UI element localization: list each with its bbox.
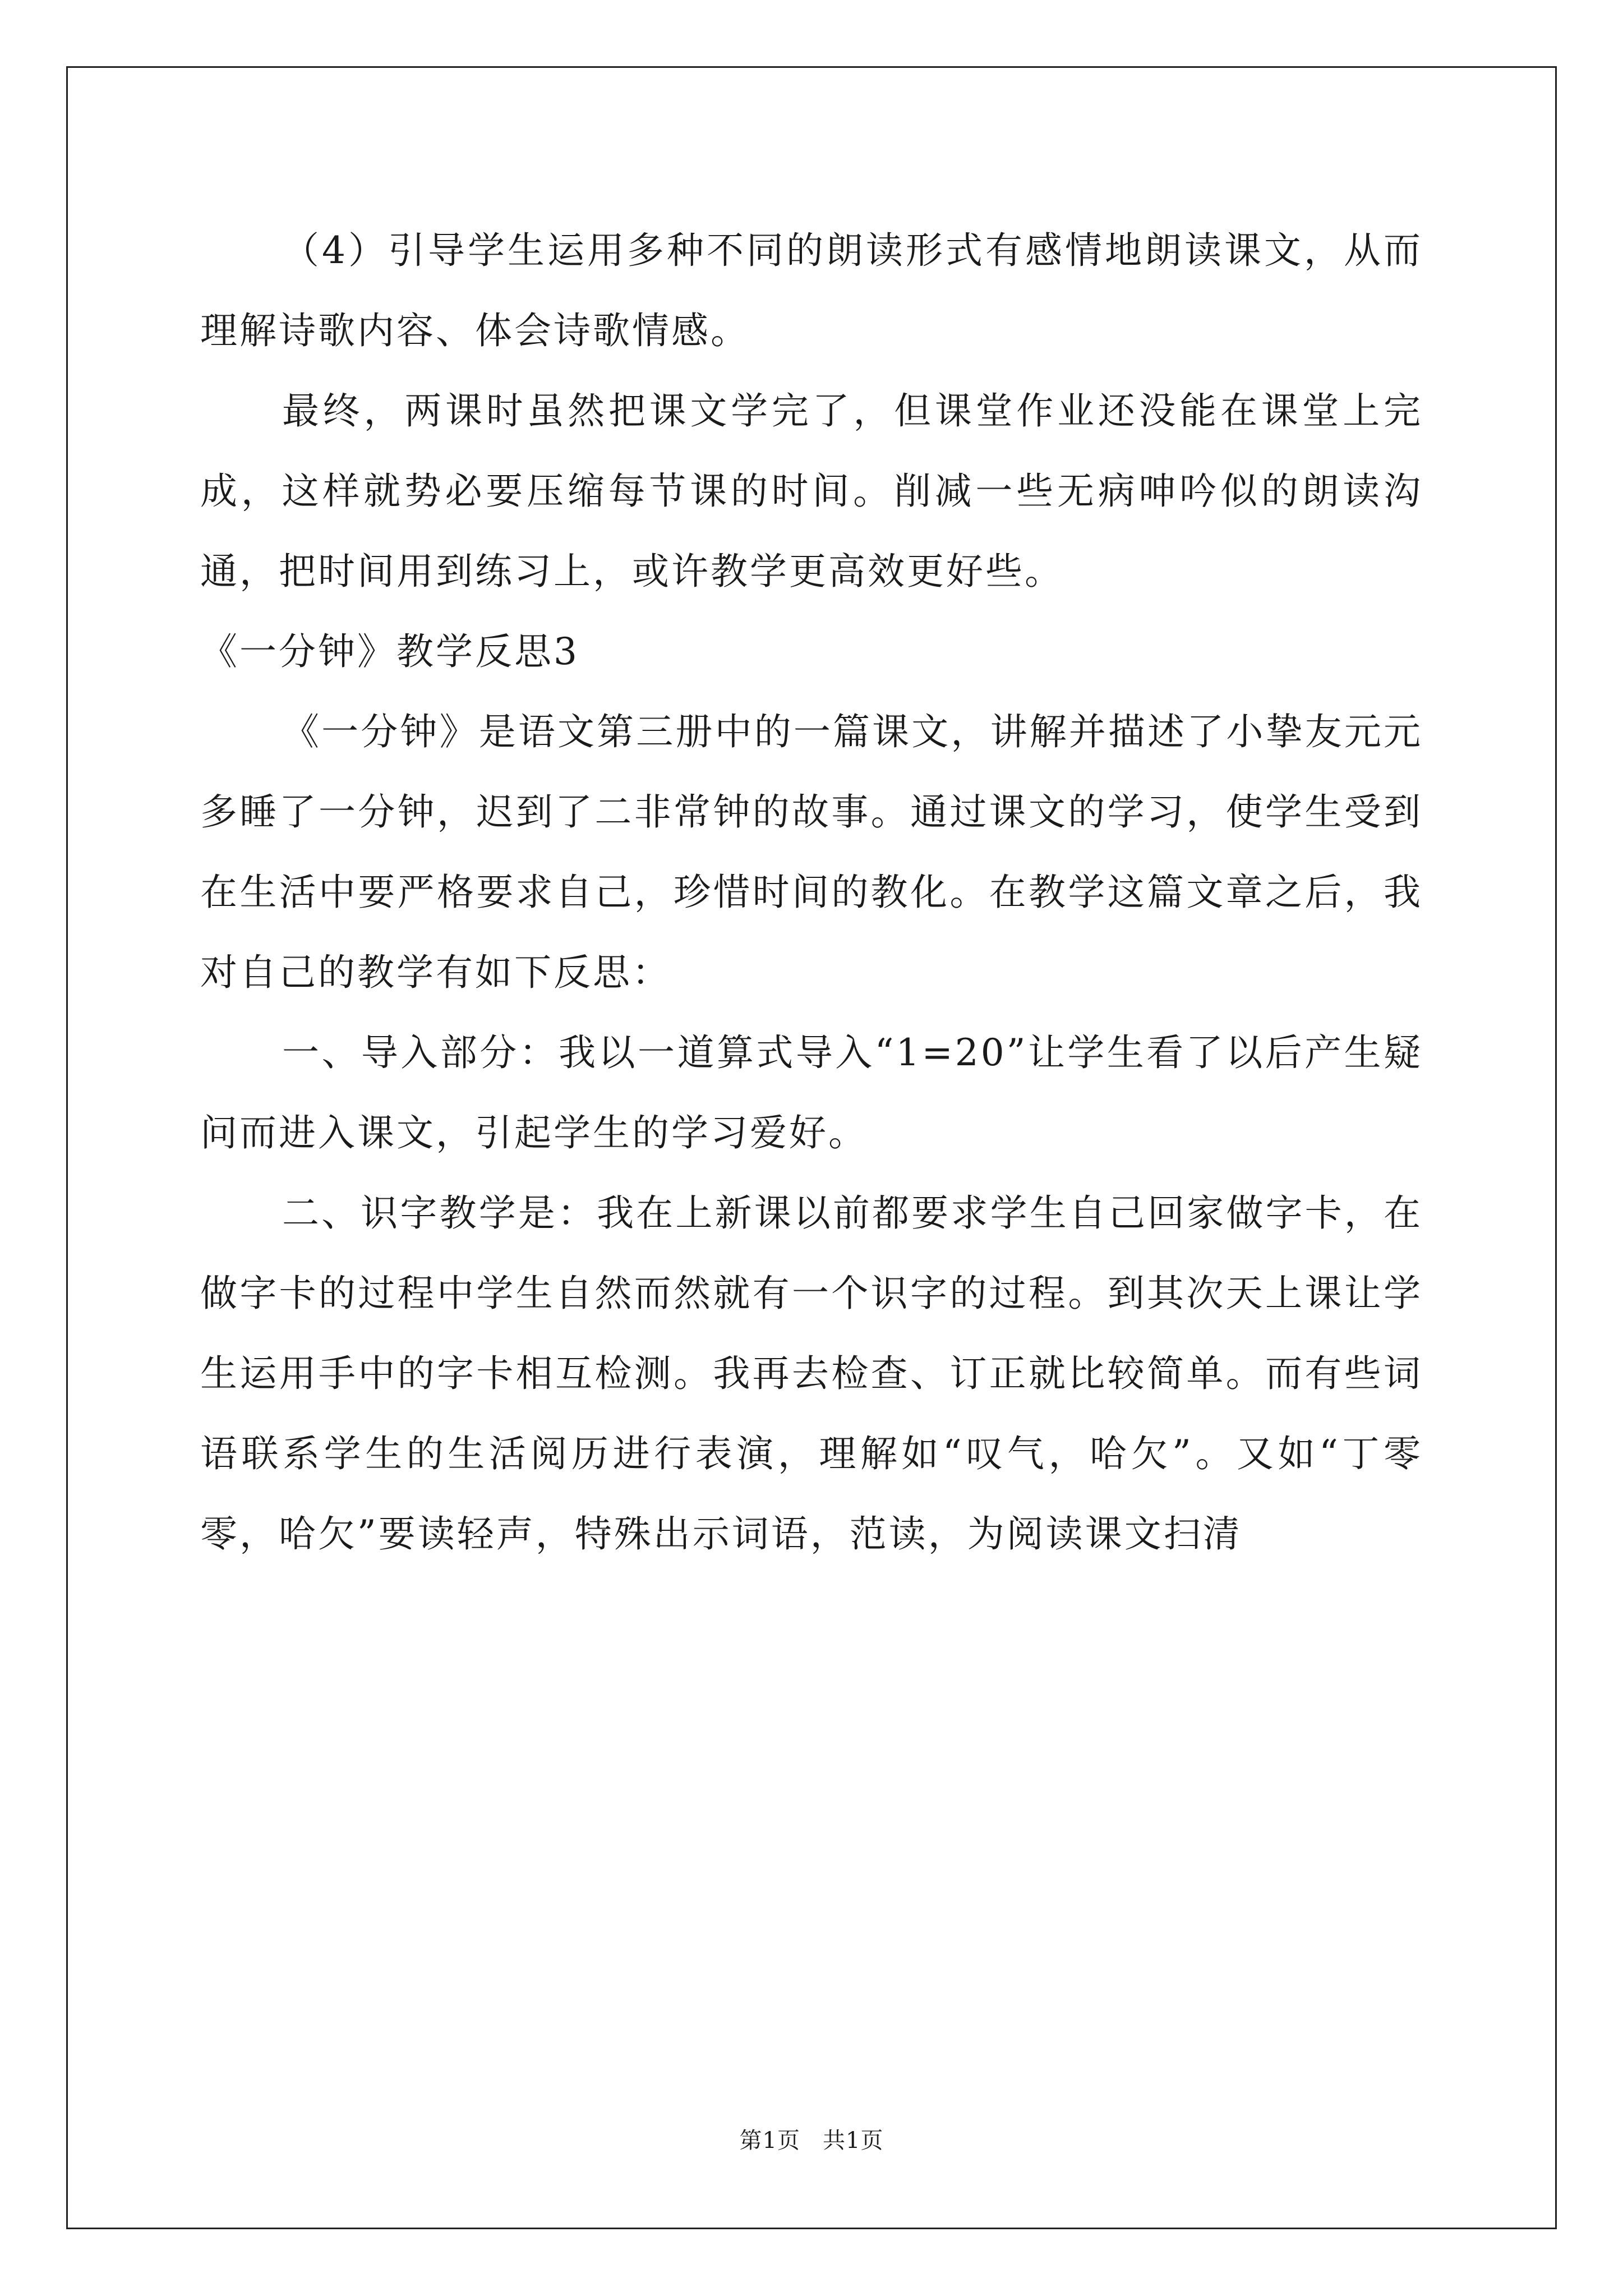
page-footer [0,2124,1623,2157]
paragraph-conclusion: 最终，两课时虽然把课文学完了，但课堂作业还没能在课堂上完成，这样就势必要压缩每节课的时间。削减一些无病呻吟似的朗读沟通，把时间用到练习上，或许教学更高效更好些。 [200,389,1423,593]
page-total: 共1页 [823,2128,884,2154]
paragraph-reading-methods: （4）引导学生运用多种不同的朗读形式有感情地朗读课文，从而理解诗歌内容、体会诗歌情感。 [200,229,1423,352]
paragraph-intro: 《一分钟》是语文第三册中的一篇课文，讲解并描述了小挚友元元多睡了一分钟，迟到了二非常钟的故事。通过课文的学习，使学生受到在生活中要严格要求自己，珍惜时间的教化。在教学这篇文章之后，我对自己的教学有如下反思： [200,710,1423,994]
page-number: 第1页 [739,2128,800,2154]
section-heading: 《一分钟》教学反思3 [200,630,579,673]
paragraph-lead-in: 一、导入部分：我以一道算式导入“1=20”让学生看了以后产生疑问而进入课文，引起学生的学习爱好。 [200,1031,1423,1154]
paragraph-literacy-teaching: 二、识字教学是：我在上新课以前都要求学生自己回家做字卡，在做字卡的过程中学生自然而然就有一个识字的过程。到其次天上课让学生运用手中的字卡相互检测。我再去检查、订正就比较简单。而有些词语联系学生的生活阅历进行表演，理解如“叹气，哈欠”。又如“丁零零，哈欠”要读轻声，特殊出示词语，范读，为阅读课文扫清 [200,1191,1423,1556]
document-body [200,210,1423,1574]
